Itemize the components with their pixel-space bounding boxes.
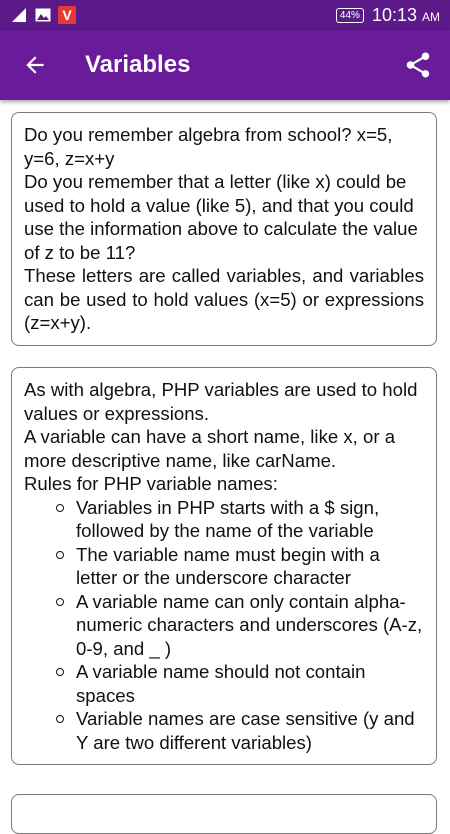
list-item: The variable name must begin with a letter or the underscore character [76,543,424,590]
signal-icon [10,6,28,24]
battery-indicator: 44% [336,8,364,23]
intro-paragraph: These letters are called variables, and variables can be used to hold values (x=5) or expressions (z=x+y). [24,265,424,333]
next-card [11,794,437,834]
list-item: A variable name can only contain alpha-numeric characters and underscores (A-z, 0-9, and _ ) [76,590,423,659]
app-bar [0,30,450,100]
back-button[interactable] [10,40,60,90]
rules-card [11,367,437,765]
rules-paragraph: As with algebra, PHP variables are used to hold values or expressions. [24,379,418,424]
app-notification-icon: V [58,6,76,24]
intro-paragraph: Do you remember that a letter (like x) could be used to hold a value (like 5), and that you could use the information above to calculate the value of z to be 11? [24,171,418,263]
arrow-back-icon [22,52,48,78]
intro-card [11,112,437,346]
intro-paragraph: Do you remember algebra from school? x=5, y=6, z=x+y [24,124,393,169]
page-title: Variables [85,51,191,78]
status-bar [0,0,450,30]
rules-list [24,496,424,755]
share-icon [403,50,433,80]
list-item: Variable names are case sensitive (y and Y are two different variables) [76,707,424,754]
share-button[interactable] [398,45,438,85]
list-item: A variable name should not contain spaces [76,660,424,707]
rules-paragraph: A variable can have a short name, like x, or a more descriptive name, like carName. [24,426,396,471]
list-item: Variables in PHP starts with a $ sign, followed by the name of the variable [76,496,424,543]
rules-heading: Rules for PHP variable names: [24,473,278,494]
image-notification-icon [34,6,52,24]
clock: 10:13 AM [371,4,440,25]
